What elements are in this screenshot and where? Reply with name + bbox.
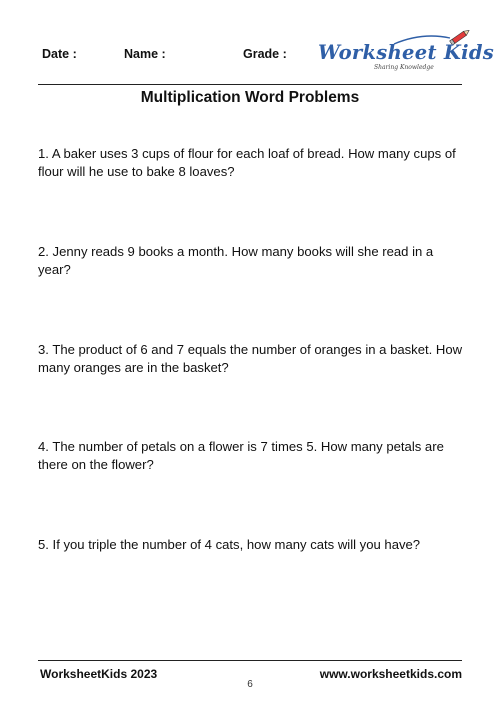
footer-copyright: WorksheetKids 2023 — [40, 667, 158, 681]
page-title: Multiplication Word Problems — [140, 89, 360, 106]
problem-1: 1. A baker uses 3 cups of flour for each loaf of bread. How many cups of flour will he use to bake 8 loaves? — [38, 146, 456, 179]
problem-4: 4. The number of petals on a flower is 7 times 5. How many petals are there on the flower? — [38, 439, 444, 472]
problem-3: 3. The product of 6 and 7 equals the number of oranges in a basket. How many oranges are in the basket? — [38, 342, 463, 375]
footer-website-link[interactable]: www.worksheetkids.com — [319, 667, 462, 681]
date-label: Date : — [42, 47, 77, 61]
page-number: 6 — [247, 679, 253, 690]
footer-divider — [38, 660, 462, 661]
worksheet-kids-logo — [316, 26, 495, 76]
logo-tagline: Sharing Knowledge — [374, 64, 434, 71]
grade-label: Grade : — [243, 47, 287, 61]
logo-text: Worksheet Kids — [318, 41, 495, 64]
problem-5: 5. If you triple the number of 4 cats, how many cats will you have? — [38, 537, 421, 552]
name-label: Name : — [124, 47, 166, 61]
problem-2: 2. Jenny reads 9 books a month. How many books will she read in a year? — [38, 244, 434, 277]
header-divider — [38, 84, 462, 85]
